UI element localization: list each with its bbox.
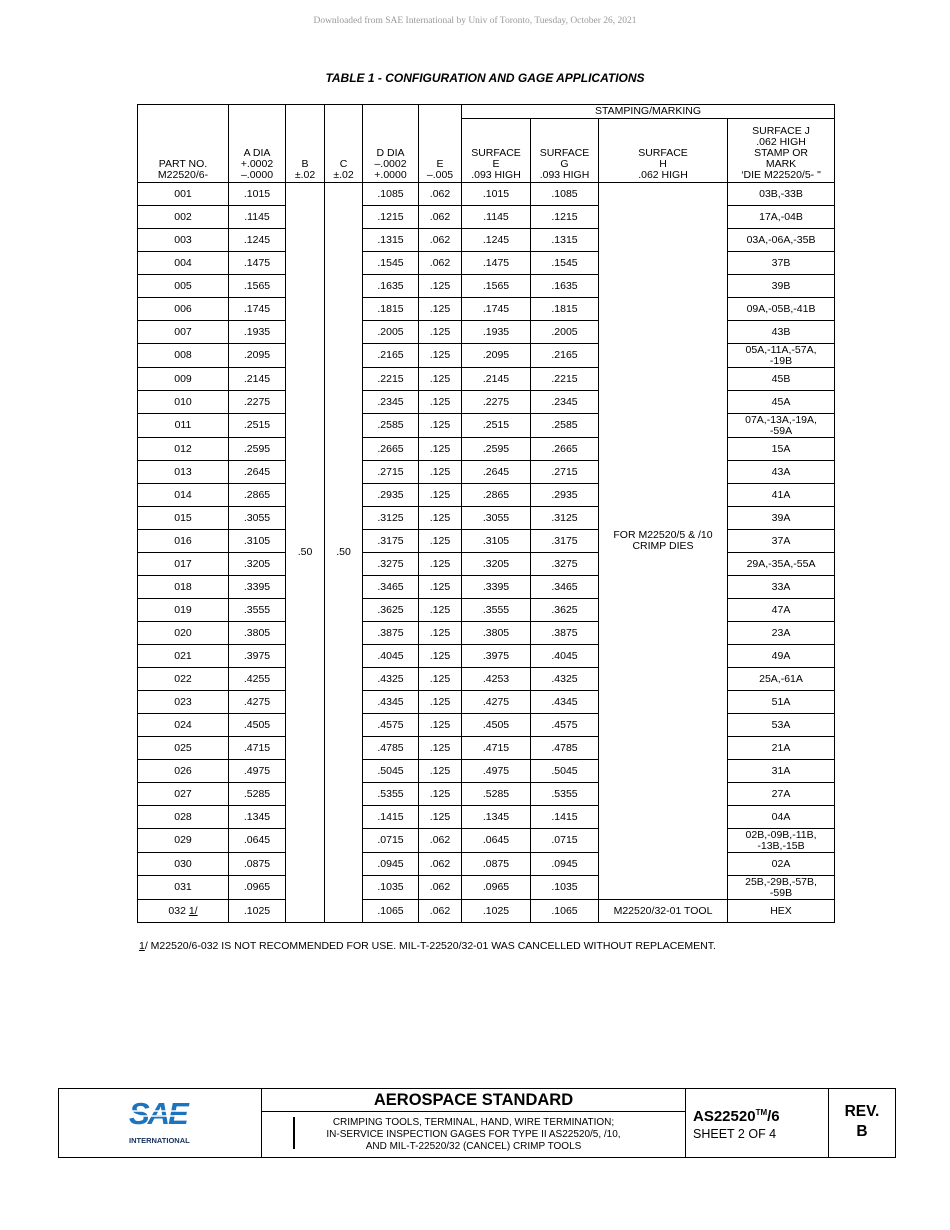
- stamping-header: STAMPING/MARKING: [462, 105, 835, 119]
- e-cell: .125: [419, 760, 462, 783]
- surface-e-cell: .1245: [462, 229, 531, 252]
- e-cell: .125: [419, 368, 462, 391]
- part-number-cell: 022: [138, 668, 229, 691]
- a-dia-cell: .1015: [229, 183, 286, 206]
- surface-e-cell: .1565: [462, 275, 531, 298]
- surface-e-cell: .1745: [462, 298, 531, 321]
- col-header-e: E –.005: [419, 105, 462, 183]
- d-dia-cell: .1065: [363, 900, 419, 923]
- part-number-cell: 026: [138, 760, 229, 783]
- document-description: CRIMPING TOOLS, TERMINAL, HAND, WIRE TERMINATION; IN-SERVICE INSPECTION GAGES FOR TYPE II AS22520/5, /10, AND MIL-T-22520/32 (CANCEL) CRIMP TOOLS: [326, 1117, 621, 1152]
- surface-e-cell: .1025: [462, 900, 531, 923]
- a-dia-cell: .1145: [229, 206, 286, 229]
- table-row: [138, 737, 835, 760]
- gage-table: [137, 104, 835, 923]
- surface-e-cell: .0645: [462, 829, 531, 853]
- d-dia-cell: .5045: [363, 760, 419, 783]
- a-dia-cell: .3395: [229, 576, 286, 599]
- surface-e-cell: .1145: [462, 206, 531, 229]
- table-row: [138, 183, 835, 206]
- surface-j-cell: HEX: [728, 900, 835, 923]
- a-dia-cell: .5285: [229, 783, 286, 806]
- surface-g-cell: .1215: [531, 206, 599, 229]
- d-dia-cell: .4575: [363, 714, 419, 737]
- table-row: [138, 206, 835, 229]
- e-cell: .062: [419, 229, 462, 252]
- part-number-cell: 006: [138, 298, 229, 321]
- d-dia-cell: .3175: [363, 530, 419, 553]
- standard-heading: AEROSPACE STANDARD: [261, 1089, 686, 1112]
- surface-e-cell: .2865: [462, 484, 531, 507]
- d-dia-cell: .0715: [363, 829, 419, 853]
- title-cell: [261, 1089, 686, 1157]
- e-cell: .125: [419, 668, 462, 691]
- a-dia-cell: .2645: [229, 461, 286, 484]
- d-dia-cell: .1815: [363, 298, 419, 321]
- sheet-number: SHEET 2 OF 4: [693, 1127, 777, 1141]
- d-dia-cell: .2215: [363, 368, 419, 391]
- e-cell: .125: [419, 645, 462, 668]
- surface-j-cell: 43B: [728, 321, 835, 344]
- d-dia-cell: .2935: [363, 484, 419, 507]
- surface-e-cell: .4275: [462, 691, 531, 714]
- surface-g-cell: .1415: [531, 806, 599, 829]
- part-number-cell: 007: [138, 321, 229, 344]
- surface-e-cell: .3105: [462, 530, 531, 553]
- e-cell: .062: [419, 853, 462, 876]
- surface-g-cell: .2715: [531, 461, 599, 484]
- surface-j-cell: 31A: [728, 760, 835, 783]
- e-cell: .125: [419, 553, 462, 576]
- d-dia-cell: .0945: [363, 853, 419, 876]
- d-dia-cell: .3465: [363, 576, 419, 599]
- d-dia-cell: .1085: [363, 183, 419, 206]
- a-dia-cell: .1345: [229, 806, 286, 829]
- table-row: [138, 414, 835, 438]
- e-cell: .125: [419, 599, 462, 622]
- table-row: [138, 576, 835, 599]
- surface-e-cell: .3395: [462, 576, 531, 599]
- d-dia-cell: .3875: [363, 622, 419, 645]
- col-header-surface-h: SURFACE H .062 HIGH: [599, 119, 728, 183]
- part-number-cell: 024: [138, 714, 229, 737]
- surface-g-cell: .1815: [531, 298, 599, 321]
- part-number-cell: 031: [138, 876, 229, 900]
- surface-j-cell: 45B: [728, 368, 835, 391]
- surface-g-cell: .3875: [531, 622, 599, 645]
- d-dia-cell: .4325: [363, 668, 419, 691]
- a-dia-cell: .1245: [229, 229, 286, 252]
- surface-e-cell: .5285: [462, 783, 531, 806]
- e-cell: .125: [419, 484, 462, 507]
- surface-g-cell: .1315: [531, 229, 599, 252]
- d-dia-cell: .2585: [363, 414, 419, 438]
- table-row: [138, 806, 835, 829]
- d-dia-cell: .1035: [363, 876, 419, 900]
- c-value-cell: .50: [325, 183, 363, 923]
- table-row: [138, 553, 835, 576]
- title-block: [58, 1088, 896, 1158]
- part-number-cell: 016: [138, 530, 229, 553]
- surface-j-cell: 05A,-11A,-57A, -19B: [728, 344, 835, 368]
- surface-e-cell: .1475: [462, 252, 531, 275]
- part-number-cell: 002: [138, 206, 229, 229]
- surface-j-cell: 04A: [728, 806, 835, 829]
- table-row: [138, 391, 835, 414]
- surface-g-cell: .1635: [531, 275, 599, 298]
- e-cell: .125: [419, 275, 462, 298]
- surface-g-cell: .4575: [531, 714, 599, 737]
- surface-j-cell: 23A: [728, 622, 835, 645]
- part-number-cell: 017: [138, 553, 229, 576]
- surface-j-cell: 25B,-29B,-57B, -59B: [728, 876, 835, 900]
- surface-e-cell: .3805: [462, 622, 531, 645]
- surface-j-cell: 33A: [728, 576, 835, 599]
- a-dia-cell: .3205: [229, 553, 286, 576]
- surface-j-cell: 45A: [728, 391, 835, 414]
- d-dia-cell: .5355: [363, 783, 419, 806]
- surface-g-cell: .3125: [531, 507, 599, 530]
- a-dia-cell: .2595: [229, 438, 286, 461]
- surface-j-cell: 21A: [728, 737, 835, 760]
- table-row: [138, 530, 835, 553]
- a-dia-cell: .3975: [229, 645, 286, 668]
- col-header-b: B ±.02: [286, 105, 325, 183]
- part-number-cell: 010: [138, 391, 229, 414]
- surface-g-cell: .4785: [531, 737, 599, 760]
- d-dia-cell: .2345: [363, 391, 419, 414]
- surface-j-cell: 03B,-33B: [728, 183, 835, 206]
- surface-g-cell: .4325: [531, 668, 599, 691]
- part-number-cell: 005: [138, 275, 229, 298]
- e-cell: .125: [419, 737, 462, 760]
- col-header-c: C ±.02: [325, 105, 363, 183]
- surface-e-cell: .3205: [462, 553, 531, 576]
- table-row: [138, 229, 835, 252]
- part-number-cell: 028: [138, 806, 229, 829]
- table-row: [138, 900, 835, 923]
- surface-g-cell: .2165: [531, 344, 599, 368]
- surface-g-cell: .1085: [531, 183, 599, 206]
- surface-j-cell: 49A: [728, 645, 835, 668]
- a-dia-cell: .4715: [229, 737, 286, 760]
- surface-g-cell: .1545: [531, 252, 599, 275]
- table-row: [138, 275, 835, 298]
- surface-j-cell: 03A,-06A,-35B: [728, 229, 835, 252]
- revision-cell: [828, 1089, 896, 1157]
- surface-j-cell: 25A,-61A: [728, 668, 835, 691]
- surface-e-cell: .2515: [462, 414, 531, 438]
- doc-number-cell: [685, 1089, 829, 1157]
- surface-e-cell: .2145: [462, 368, 531, 391]
- surface-g-cell: .2585: [531, 414, 599, 438]
- a-dia-cell: .1025: [229, 900, 286, 923]
- e-cell: .062: [419, 900, 462, 923]
- d-dia-cell: .3125: [363, 507, 419, 530]
- part-number-cell: 032 1/: [138, 900, 229, 923]
- d-dia-cell: .4045: [363, 645, 419, 668]
- surface-g-cell: .3175: [531, 530, 599, 553]
- surface-j-cell: 39A: [728, 507, 835, 530]
- surface-j-cell: 43A: [728, 461, 835, 484]
- e-cell: .062: [419, 206, 462, 229]
- part-number-cell: 015: [138, 507, 229, 530]
- footnote: 1/ M22520/6-032 IS NOT RECOMMENDED FOR USE. MIL-T-22520/32-01 WAS CANCELLED WITHOUT REPLACEMENT.: [139, 940, 716, 952]
- a-dia-cell: .1745: [229, 298, 286, 321]
- table-row: [138, 252, 835, 275]
- e-cell: .125: [419, 806, 462, 829]
- surface-e-cell: .3975: [462, 645, 531, 668]
- logo-cell: [59, 1089, 262, 1157]
- e-cell: .062: [419, 876, 462, 900]
- part-number-cell: 027: [138, 783, 229, 806]
- surface-j-cell: 17A,-04B: [728, 206, 835, 229]
- table-row: [138, 507, 835, 530]
- d-dia-cell: .2165: [363, 344, 419, 368]
- surface-e-cell: .2595: [462, 438, 531, 461]
- table-row: [138, 760, 835, 783]
- table-row: [138, 484, 835, 507]
- e-cell: .062: [419, 183, 462, 206]
- surface-h-cell: FOR M22520/5 & /10 CRIMP DIES: [599, 183, 728, 900]
- table-row: [138, 829, 835, 853]
- surface-j-cell: 07A,-13A,-19A, -59A: [728, 414, 835, 438]
- surface-g-cell: .4045: [531, 645, 599, 668]
- a-dia-cell: .4275: [229, 691, 286, 714]
- e-cell: .125: [419, 576, 462, 599]
- surface-e-cell: .2095: [462, 344, 531, 368]
- a-dia-cell: .4505: [229, 714, 286, 737]
- d-dia-cell: .1215: [363, 206, 419, 229]
- part-number-cell: 003: [138, 229, 229, 252]
- table-row: [138, 321, 835, 344]
- col-header-d: D DIA –.0002 +.0000: [363, 105, 419, 183]
- a-dia-cell: .4975: [229, 760, 286, 783]
- col-header-part: PART NO. M22520/6-: [138, 105, 229, 183]
- sae-logo: [59, 1089, 261, 1157]
- e-cell: .125: [419, 714, 462, 737]
- d-dia-cell: .2005: [363, 321, 419, 344]
- surface-e-cell: .1345: [462, 806, 531, 829]
- a-dia-cell: .2275: [229, 391, 286, 414]
- table-row: [138, 344, 835, 368]
- e-cell: .125: [419, 298, 462, 321]
- table-row: [138, 691, 835, 714]
- surface-g-cell: .2935: [531, 484, 599, 507]
- surface-j-cell: 02B,-09B,-11B, -13B,-15B: [728, 829, 835, 853]
- part-number-cell: 025: [138, 737, 229, 760]
- surface-j-cell: 09A,-05B,-41B: [728, 298, 835, 321]
- part-number-cell: 030: [138, 853, 229, 876]
- surface-e-cell: .2645: [462, 461, 531, 484]
- d-dia-cell: .1315: [363, 229, 419, 252]
- surface-j-cell: 51A: [728, 691, 835, 714]
- a-dia-cell: .1935: [229, 321, 286, 344]
- document-number: AS22520™/6: [693, 1108, 780, 1125]
- a-dia-cell: .2865: [229, 484, 286, 507]
- surface-j-cell: 47A: [728, 599, 835, 622]
- part-number-cell: 012: [138, 438, 229, 461]
- d-dia-cell: .1635: [363, 275, 419, 298]
- surface-e-cell: .4505: [462, 714, 531, 737]
- e-cell: .125: [419, 461, 462, 484]
- part-number-cell: 020: [138, 622, 229, 645]
- d-dia-cell: .4345: [363, 691, 419, 714]
- e-cell: .062: [419, 252, 462, 275]
- d-dia-cell: .1415: [363, 806, 419, 829]
- d-dia-cell: .2715: [363, 461, 419, 484]
- table-row: [138, 783, 835, 806]
- part-number-cell: 018: [138, 576, 229, 599]
- surface-j-cell: 15A: [728, 438, 835, 461]
- part-number-cell: 014: [138, 484, 229, 507]
- surface-g-cell: .3465: [531, 576, 599, 599]
- e-cell: .125: [419, 438, 462, 461]
- surface-j-cell: 27A: [728, 783, 835, 806]
- e-cell: .125: [419, 391, 462, 414]
- a-dia-cell: .1565: [229, 275, 286, 298]
- table-row: [138, 368, 835, 391]
- surface-e-cell: .2275: [462, 391, 531, 414]
- table-row: [138, 622, 835, 645]
- part-number-cell: 001: [138, 183, 229, 206]
- table-row: [138, 438, 835, 461]
- surface-j-cell: 39B: [728, 275, 835, 298]
- surface-e-cell: .1015: [462, 183, 531, 206]
- a-dia-cell: .3055: [229, 507, 286, 530]
- surface-g-cell: .5355: [531, 783, 599, 806]
- surface-j-cell: 02A: [728, 853, 835, 876]
- surface-g-cell: .5045: [531, 760, 599, 783]
- part-number-cell: 011: [138, 414, 229, 438]
- surface-g-cell: .1065: [531, 900, 599, 923]
- surface-e-cell: .3555: [462, 599, 531, 622]
- e-cell: .125: [419, 321, 462, 344]
- surface-j-cell: 29A,-35A,-55A: [728, 553, 835, 576]
- e-cell: .125: [419, 507, 462, 530]
- part-number-cell: 021: [138, 645, 229, 668]
- revision-value: B: [856, 1123, 868, 1140]
- a-dia-cell: .0875: [229, 853, 286, 876]
- table-row: [138, 298, 835, 321]
- a-dia-cell: .2095: [229, 344, 286, 368]
- sae-logo-letters: SAE: [129, 1096, 187, 1131]
- part-number-cell: 004: [138, 252, 229, 275]
- surface-j-cell: 37B: [728, 252, 835, 275]
- table-title: TABLE 1 - CONFIGURATION AND GAGE APPLICATIONS: [325, 71, 645, 85]
- b-value-cell: .50: [286, 183, 325, 923]
- e-cell: .125: [419, 530, 462, 553]
- part-number-cell: 029: [138, 829, 229, 853]
- part-number-cell: 019: [138, 599, 229, 622]
- e-cell: .062: [419, 829, 462, 853]
- a-dia-cell: .4255: [229, 668, 286, 691]
- surface-g-cell: .3275: [531, 553, 599, 576]
- surface-j-cell: 41A: [728, 484, 835, 507]
- revision-label: REV.: [844, 1103, 880, 1120]
- e-cell: .125: [419, 344, 462, 368]
- a-dia-cell: .2515: [229, 414, 286, 438]
- surface-h-cell: M22520/32-01 TOOL: [599, 900, 728, 923]
- a-dia-cell: .3805: [229, 622, 286, 645]
- d-dia-cell: .2665: [363, 438, 419, 461]
- surface-g-cell: .2215: [531, 368, 599, 391]
- a-dia-cell: .0645: [229, 829, 286, 853]
- surface-e-cell: .4253: [462, 668, 531, 691]
- surface-g-cell: .1035: [531, 876, 599, 900]
- a-dia-cell: .1475: [229, 252, 286, 275]
- surface-e-cell: .4715: [462, 737, 531, 760]
- surface-g-cell: .0945: [531, 853, 599, 876]
- part-number-cell: 013: [138, 461, 229, 484]
- e-cell: .125: [419, 691, 462, 714]
- surface-g-cell: .2665: [531, 438, 599, 461]
- col-header-a: A DIA +.0002 –.0000: [229, 105, 286, 183]
- table-row: [138, 461, 835, 484]
- surface-g-cell: .3625: [531, 599, 599, 622]
- d-dia-cell: .1545: [363, 252, 419, 275]
- e-cell: .125: [419, 783, 462, 806]
- col-header-surface-e: SURFACE E .093 HIGH: [462, 119, 531, 183]
- d-dia-cell: .4785: [363, 737, 419, 760]
- table-row: [138, 714, 835, 737]
- surface-g-cell: .4345: [531, 691, 599, 714]
- table-row: [138, 645, 835, 668]
- part-number-cell: 009: [138, 368, 229, 391]
- surface-j-cell: 37A: [728, 530, 835, 553]
- surface-e-cell: .0875: [462, 853, 531, 876]
- table-row: [138, 876, 835, 900]
- part-number-cell: 008: [138, 344, 229, 368]
- table-body: [138, 183, 835, 923]
- download-note: Downloaded from SAE International by Univ of Toronto, Tuesday, October 26, 2021: [313, 16, 637, 26]
- surface-j-cell: 53A: [728, 714, 835, 737]
- surface-e-cell: .3055: [462, 507, 531, 530]
- col-header-surface-j: SURFACE J .062 HIGH STAMP OR MARK ‘DIE M22520/5- ": [728, 119, 835, 183]
- sae-logo-sub: INTERNATIONAL: [129, 1136, 190, 1145]
- e-cell: .125: [419, 414, 462, 438]
- d-dia-cell: .3275: [363, 553, 419, 576]
- table-row: [138, 599, 835, 622]
- surface-g-cell: .2005: [531, 321, 599, 344]
- col-header-surface-g: SURFACE G .093 HIGH: [531, 119, 599, 183]
- a-dia-cell: .3555: [229, 599, 286, 622]
- d-dia-cell: .3625: [363, 599, 419, 622]
- e-cell: .125: [419, 622, 462, 645]
- surface-e-cell: .0965: [462, 876, 531, 900]
- surface-g-cell: .0715: [531, 829, 599, 853]
- a-dia-cell: .3105: [229, 530, 286, 553]
- a-dia-cell: .2145: [229, 368, 286, 391]
- surface-e-cell: .1935: [462, 321, 531, 344]
- part-number-cell: 023: [138, 691, 229, 714]
- table-row: [138, 853, 835, 876]
- a-dia-cell: .0965: [229, 876, 286, 900]
- surface-g-cell: .2345: [531, 391, 599, 414]
- table-row: [138, 668, 835, 691]
- surface-e-cell: .4975: [462, 760, 531, 783]
